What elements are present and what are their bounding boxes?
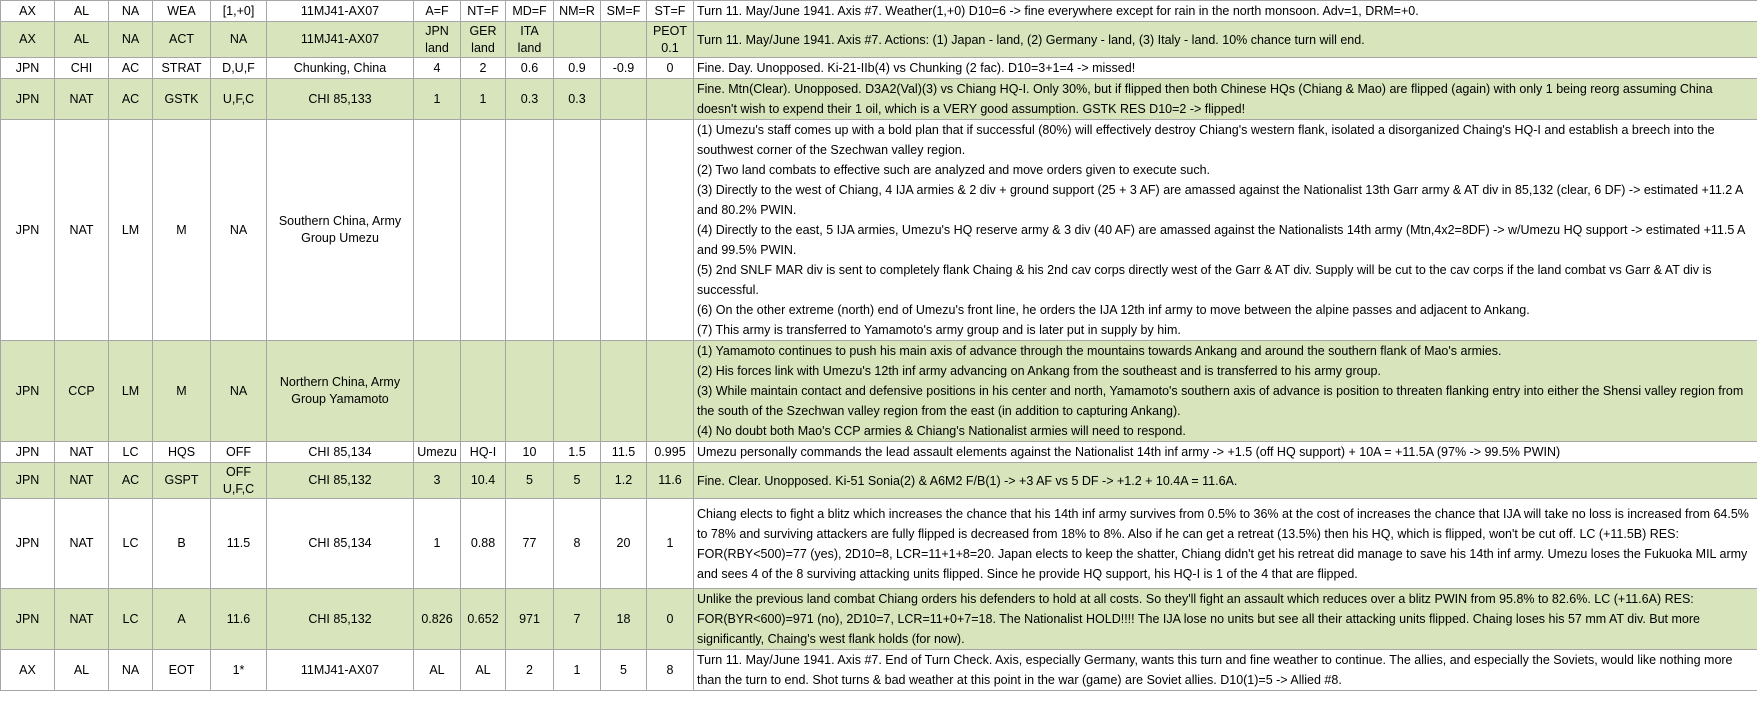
target-cell: AL: [55, 1, 109, 22]
description-line: Umezu personally commands the lead assault elements against the Nationalist 14th inf army -> +1.5 (off HQ support) + 10A = +11.5A (97% -> 99.5% PWIN): [697, 445, 1561, 459]
side-cell: AX: [1, 22, 55, 58]
nm-cell: [554, 341, 601, 442]
nt-cell: 0.88: [461, 499, 506, 589]
target-cell: AL: [55, 650, 109, 691]
description-line: Chiang elects to fight a blitz which increases the chance that his 14th inf army survives from 0.5% to 36% at the cost of increases the chance that IJA will take no loss is increased from 64.5% to 78% and surviving attackers are fully flipped is decreased from 18% to 8%. Also if he can get a retreat (13.5%) then his HQ, which is flipped, won't be cut off. LC (+11.5B) RES: FOR(RBY<500)=77 (yes), 2D10=8, LCR=11+1+8=20. Japan elects to keep the shatter, Chiang didn't get his retreat did manage to save his 14th inf army. Umezu loses the Fukuoka MIL army and sees 4 of the 8 surviving attacking units flipped. Since he provide HQ support, his HQ-I is 1 of the 4 that are flipped.: [697, 506, 1749, 581]
description-line: (5) 2nd SNLF MAR div is sent to completely flank Chaing & his 2nd cav corps directly west of the Garr & AT div. Supply will be cut to the cav corps if the land combat vs Garr & AT div is successful.: [697, 263, 1712, 297]
target-cell: NAT: [55, 589, 109, 650]
st-cell: ST=F: [647, 1, 694, 22]
type-cell: NA: [109, 1, 153, 22]
md-cell: 77: [506, 499, 554, 589]
action-cell: GSTK: [153, 79, 211, 120]
modifier-cell: D,U,F: [211, 58, 267, 79]
location-cell: 11MJ41-AX07: [267, 650, 414, 691]
side-cell: JPN: [1, 499, 55, 589]
action-cell: STRAT: [153, 58, 211, 79]
action-cell: M: [153, 120, 211, 341]
description-cell: [694, 22, 1757, 58]
nt-cell: 10.4: [461, 463, 506, 499]
description-line: (2) His forces link with Umezu's 12th inf army advancing on Ankang from the southeast and is transferred to his army group.: [697, 364, 1381, 378]
log-body: [1, 1, 1757, 691]
nm-cell: NM=R: [554, 1, 601, 22]
location-cell: Northern China, Army Group Yamamoto: [267, 341, 414, 442]
modifier-cell: 11.6: [211, 589, 267, 650]
table-row: [1, 442, 1757, 463]
action-cell: WEA: [153, 1, 211, 22]
st-cell: PEOT 0.1: [647, 22, 694, 58]
target-cell: NAT: [55, 463, 109, 499]
nt-cell: [461, 120, 506, 341]
description-line: (4) Directly to the east, 5 IJA armies, Umezu's HQ reserve army & 3 div (40 AF) are amassed against the Nationalists 14th army (Mtn,4x2=8DF) -> w/Umezu HQ support -> estimated +11.5 A and 99.5% PWIN.: [697, 223, 1745, 257]
type-cell: LC: [109, 589, 153, 650]
sm-cell: 18: [601, 589, 647, 650]
modifier-cell: [1,+0]: [211, 1, 267, 22]
nt-cell: AL: [461, 650, 506, 691]
table-row: [1, 58, 1757, 79]
target-cell: CHI: [55, 58, 109, 79]
sm-cell: 20: [601, 499, 647, 589]
a-cell: 3: [414, 463, 461, 499]
a-cell: Umezu: [414, 442, 461, 463]
nt-cell: [461, 341, 506, 442]
modifier-cell: NA: [211, 22, 267, 58]
nm-cell: 7: [554, 589, 601, 650]
st-cell: 0: [647, 589, 694, 650]
target-cell: NAT: [55, 442, 109, 463]
side-cell: JPN: [1, 442, 55, 463]
description-cell: [694, 650, 1757, 691]
nt-cell: NT=F: [461, 1, 506, 22]
description-line: (4) No doubt both Mao's CCP armies & Chiang's Nationalist armies will need to respond.: [697, 424, 1186, 438]
md-cell: 2: [506, 650, 554, 691]
side-cell: JPN: [1, 589, 55, 650]
description-line: (7) This army is transferred to Yamamoto's army group and is later put in supply by him.: [697, 323, 1181, 337]
side-cell: AX: [1, 650, 55, 691]
nm-cell: [554, 120, 601, 341]
modifier-cell: 1*: [211, 650, 267, 691]
description-cell: [694, 589, 1757, 650]
nm-cell: 1.5: [554, 442, 601, 463]
nm-cell: 8: [554, 499, 601, 589]
side-cell: JPN: [1, 79, 55, 120]
sm-cell: 11.5: [601, 442, 647, 463]
description-line: (2) Two land combats to effective such are analyzed and move orders given to execute such.: [697, 163, 1211, 177]
description-line: (1) Yamamoto continues to push his main axis of advance through the mountains towards Ankang and around the southern flank of Mao's armies.: [697, 344, 1502, 358]
a-cell: AL: [414, 650, 461, 691]
modifier-cell: OFF: [211, 442, 267, 463]
nt-cell: HQ-I: [461, 442, 506, 463]
description-cell: [694, 341, 1757, 442]
description-cell: [694, 442, 1757, 463]
location-cell: 11MJ41-AX07: [267, 22, 414, 58]
nt-cell: 1: [461, 79, 506, 120]
sm-cell: [601, 341, 647, 442]
action-cell: M: [153, 341, 211, 442]
action-cell: ACT: [153, 22, 211, 58]
modifier-cell: NA: [211, 341, 267, 442]
description-cell: [694, 463, 1757, 499]
a-cell: 1: [414, 499, 461, 589]
sm-cell: 5: [601, 650, 647, 691]
a-cell: A=F: [414, 1, 461, 22]
a-cell: 1: [414, 79, 461, 120]
md-cell: 10: [506, 442, 554, 463]
md-cell: MD=F: [506, 1, 554, 22]
st-cell: [647, 79, 694, 120]
a-cell: JPN land: [414, 22, 461, 58]
type-cell: LC: [109, 499, 153, 589]
description-line: Fine. Mtn(Clear). Unopposed. D3A2(Val)(3) vs Chiang HQ-I. Only 30%, but if flipped then both Chinese HQs (Chiang & Mao) are flipped (again) with only 1 being reorg assuming China doesn't wish to expend their 1 oil, which is a VERY good assumption. GSTK RES D10=2 -> flipped!: [697, 82, 1713, 116]
description-cell: [694, 1, 1757, 22]
sm-cell: 1.2: [601, 463, 647, 499]
st-cell: [647, 341, 694, 442]
type-cell: NA: [109, 650, 153, 691]
st-cell: 8: [647, 650, 694, 691]
description-cell: [694, 79, 1757, 120]
description-line: Turn 11. May/June 1941. Axis #7. Weather(1,+0) D10=6 -> fine everywhere except for rain in the north monsoon. Adv=1, DRM=+0.: [697, 4, 1419, 18]
a-cell: [414, 341, 461, 442]
type-cell: NA: [109, 22, 153, 58]
table-row: [1, 22, 1757, 58]
side-cell: AX: [1, 1, 55, 22]
table-row: [1, 1, 1757, 22]
nm-cell: [554, 22, 601, 58]
side-cell: JPN: [1, 341, 55, 442]
md-cell: 5: [506, 463, 554, 499]
sm-cell: -0.9: [601, 58, 647, 79]
side-cell: JPN: [1, 120, 55, 341]
description-line: (1) Umezu's staff comes up with a bold plan that if successful (80%) will effectively destroy Chiang's western flank, isolated a disorganized Chaing's HQ-I and establish a breech into the southwest corner of the Szechwan valley region.: [697, 123, 1715, 157]
modifier-cell: OFF U,F,C: [211, 463, 267, 499]
md-cell: ITA land: [506, 22, 554, 58]
st-cell: [647, 120, 694, 341]
location-cell: CHI 85,134: [267, 442, 414, 463]
target-cell: NAT: [55, 79, 109, 120]
type-cell: LC: [109, 442, 153, 463]
description-line: Fine. Day. Unopposed. Ki-21-IIb(4) vs Chunking (2 fac). D10=3+1=4 -> missed!: [697, 61, 1136, 75]
type-cell: LM: [109, 120, 153, 341]
description-line: Turn 11. May/June 1941. Axis #7. End of Turn Check. Axis, especially Germany, wants this turn and fine weather to continue. The allies, and especially the Soviets, would like nothing more than the turn to end. Shot turns & bad weather at this point in the war (game) are Soviet allies. D10(1)=5 -> Allied #8.: [697, 653, 1733, 687]
table-row: [1, 79, 1757, 120]
a-cell: 4: [414, 58, 461, 79]
nm-cell: 0.9: [554, 58, 601, 79]
nt-cell: 0.652: [461, 589, 506, 650]
location-cell: CHI 85,133: [267, 79, 414, 120]
nm-cell: 1: [554, 650, 601, 691]
st-cell: 11.6: [647, 463, 694, 499]
action-cell: HQS: [153, 442, 211, 463]
nm-cell: 5: [554, 463, 601, 499]
st-cell: 1: [647, 499, 694, 589]
modifier-cell: U,F,C: [211, 79, 267, 120]
md-cell: 0.3: [506, 79, 554, 120]
location-cell: CHI 85,132: [267, 463, 414, 499]
md-cell: 971: [506, 589, 554, 650]
a-cell: [414, 120, 461, 341]
table-row: [1, 120, 1757, 341]
description-line: Unlike the previous land combat Chiang orders his defenders to hold at all costs. So they'll fight an assault which reduces over a blitz PWIN from 95.8% to 82.6%. LC (+11.6A) RES: FOR(BYR<600)=971 (no), 2D10=7, LCR=11+0+7=18. The Nationalist HOLD!!!! The IJA lose no units but see all their attacking units flipped. Chaing loses his 57 mm AT div. But more significantly, Chaing's west flank holds (for now).: [697, 592, 1700, 646]
table-row: [1, 463, 1757, 499]
description-line: Turn 11. May/June 1941. Axis #7. Actions: (1) Japan - land, (2) Germany - land, (3) Italy - land. 10% chance turn will end.: [697, 32, 1365, 47]
target-cell: CCP: [55, 341, 109, 442]
description-line: (6) On the other extreme (north) end of Umezu's front line, he orders the IJA 12th inf army to move between the alpine passes and adjacent to Ankang.: [697, 303, 1530, 317]
description-line: Fine. Clear. Unopposed. Ki-51 Sonia(2) & A6M2 F/B(1) -> +3 AF vs 5 DF -> +1.2 + 10.4A = 11.6A.: [697, 473, 1238, 488]
md-cell: 0.6: [506, 58, 554, 79]
location-cell: CHI 85,134: [267, 499, 414, 589]
table-row: [1, 650, 1757, 691]
description-line: (3) While maintain contact and defensive positions in his center and north, Yamamoto's southern axis of advance is position to threaten flanking entry into either the Shensi valley region from the south of the Szechwan valley region from the east (in addition to capturing Ankang).: [697, 384, 1744, 418]
description-cell: [694, 58, 1757, 79]
location-cell: Chunking, China: [267, 58, 414, 79]
description-line: (3) Directly to the west of Chiang, 4 IJA armies & 2 div + ground support (25 + 3 AF) are amassed against the Nationalist 13th Garr army & AT div in 85,132 (clear, 6 DF) -> estimated +11.2 A and 80.2% PWIN.: [697, 183, 1743, 217]
table-row: [1, 341, 1757, 442]
nm-cell: 0.3: [554, 79, 601, 120]
modifier-cell: 11.5: [211, 499, 267, 589]
action-cell: EOT: [153, 650, 211, 691]
table-row: [1, 499, 1757, 589]
description-cell: [694, 120, 1757, 341]
md-cell: [506, 341, 554, 442]
type-cell: AC: [109, 79, 153, 120]
sm-cell: [601, 79, 647, 120]
side-cell: JPN: [1, 463, 55, 499]
sm-cell: [601, 120, 647, 341]
target-cell: NAT: [55, 499, 109, 589]
target-cell: AL: [55, 22, 109, 58]
nt-cell: 2: [461, 58, 506, 79]
sm-cell: SM=F: [601, 1, 647, 22]
type-cell: LM: [109, 341, 153, 442]
modifier-cell: NA: [211, 120, 267, 341]
location-cell: CHI 85,132: [267, 589, 414, 650]
location-cell: 11MJ41-AX07: [267, 1, 414, 22]
action-cell: B: [153, 499, 211, 589]
target-cell: NAT: [55, 120, 109, 341]
md-cell: [506, 120, 554, 341]
side-cell: JPN: [1, 58, 55, 79]
st-cell: 0: [647, 58, 694, 79]
action-cell: A: [153, 589, 211, 650]
nt-cell: GER land: [461, 22, 506, 58]
table-row: [1, 589, 1757, 650]
sm-cell: [601, 22, 647, 58]
a-cell: 0.826: [414, 589, 461, 650]
type-cell: AC: [109, 463, 153, 499]
description-cell: [694, 499, 1757, 589]
type-cell: AC: [109, 58, 153, 79]
action-cell: GSPT: [153, 463, 211, 499]
location-cell: Southern China, Army Group Umezu: [267, 120, 414, 341]
st-cell: 0.995: [647, 442, 694, 463]
